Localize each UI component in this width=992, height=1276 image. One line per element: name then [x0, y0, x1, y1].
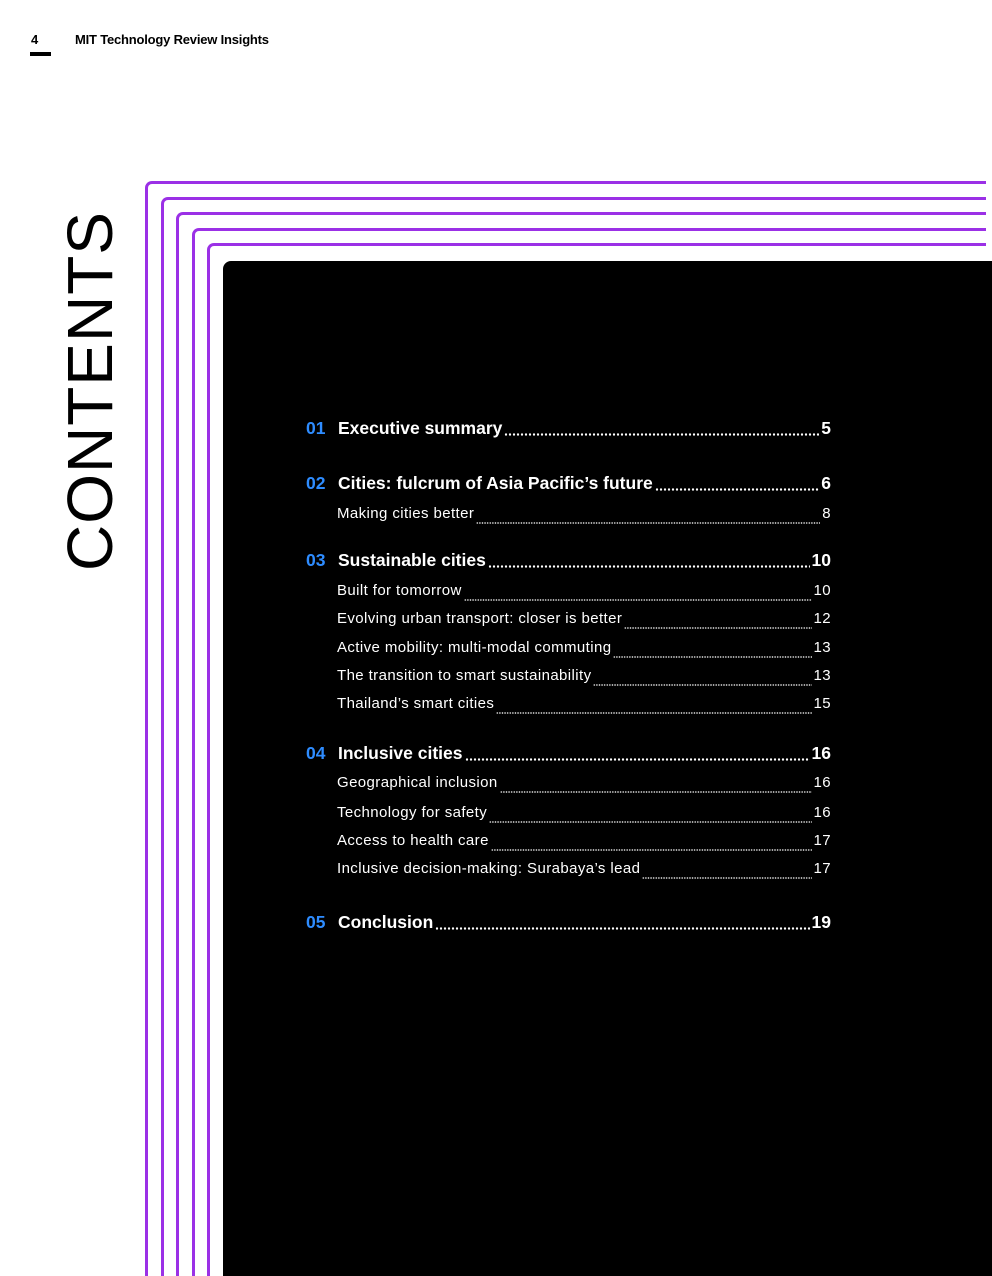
page-number-underline [30, 52, 51, 56]
item-title: Geographical inclusion [337, 774, 498, 791]
toc-section-03[interactable] [306, 550, 831, 574]
section-title: Cities: fulcrum of Asia Pacific’s future [338, 473, 653, 493]
section-title: Inclusive cities [338, 743, 463, 763]
item-page: 12 [813, 610, 831, 627]
dot-leader [435, 927, 809, 930]
toc-item[interactable] [337, 505, 831, 529]
item-title: The transition to smart sustainability [337, 667, 592, 684]
dot-leader [491, 849, 812, 851]
dot-leader [500, 791, 812, 793]
section-page: 10 [811, 550, 831, 570]
item-page: 8 [822, 505, 831, 522]
item-page: 16 [813, 774, 831, 791]
toc-item[interactable] [337, 610, 831, 634]
dot-leader [504, 433, 819, 436]
item-page: 10 [813, 582, 831, 599]
dot-leader [476, 522, 820, 524]
item-page: 17 [813, 860, 831, 877]
section-number: 02 [306, 473, 326, 493]
item-title: Inclusive decision-making: Surabaya’s lead [337, 860, 641, 877]
dot-leader [496, 712, 811, 714]
toc-section-05[interactable] [306, 912, 831, 936]
section-title: Sustainable cities [338, 550, 486, 570]
contents-title: CONTENTS [54, 210, 126, 571]
toc-item[interactable] [337, 639, 831, 663]
section-page: 19 [811, 912, 831, 932]
toc-section-01[interactable] [306, 418, 831, 442]
section-number: 05 [306, 912, 326, 932]
section-number: 04 [306, 743, 326, 763]
dot-leader [489, 821, 811, 823]
toc-item[interactable] [337, 774, 831, 798]
dot-leader [465, 758, 810, 761]
item-title: Making cities better [337, 505, 475, 522]
section-number: 03 [306, 550, 326, 570]
item-title: Built for tomorrow [337, 582, 462, 599]
toc-item[interactable] [337, 860, 831, 884]
toc-item[interactable] [337, 804, 831, 828]
toc-item[interactable] [337, 582, 831, 606]
item-page: 16 [813, 804, 831, 821]
item-title: Technology for safety [337, 804, 488, 821]
dot-leader [488, 565, 810, 568]
dot-leader [613, 656, 811, 658]
item-page: 13 [813, 667, 831, 684]
toc-item[interactable] [337, 667, 831, 691]
section-title: Conclusion [338, 912, 434, 932]
dot-leader [655, 488, 820, 491]
toc-item[interactable] [337, 832, 831, 856]
publication-name: MIT Technology Review Insights [75, 32, 269, 47]
item-page: 13 [813, 639, 831, 656]
item-title: Evolving urban transport: closer is better [337, 610, 623, 627]
item-page: 17 [813, 832, 831, 849]
section-page: 5 [821, 418, 831, 438]
dot-leader [464, 599, 812, 601]
contents-panel [223, 261, 992, 1276]
section-title: Executive summary [338, 418, 503, 438]
page-number: 4 [31, 32, 39, 47]
dot-leader [624, 627, 811, 629]
item-title: Access to health care [337, 832, 489, 849]
section-page: 6 [821, 473, 831, 493]
item-page: 15 [813, 695, 831, 712]
section-page: 16 [811, 743, 831, 763]
item-title: Active mobility: multi-modal commuting [337, 639, 612, 656]
item-title: Thailand’s smart cities [337, 695, 495, 712]
toc-section-04[interactable] [306, 743, 831, 767]
dot-leader [593, 684, 811, 686]
toc-item[interactable] [337, 695, 831, 719]
toc-section-02[interactable] [306, 473, 831, 497]
section-number: 01 [306, 418, 326, 438]
dot-leader [642, 877, 811, 879]
